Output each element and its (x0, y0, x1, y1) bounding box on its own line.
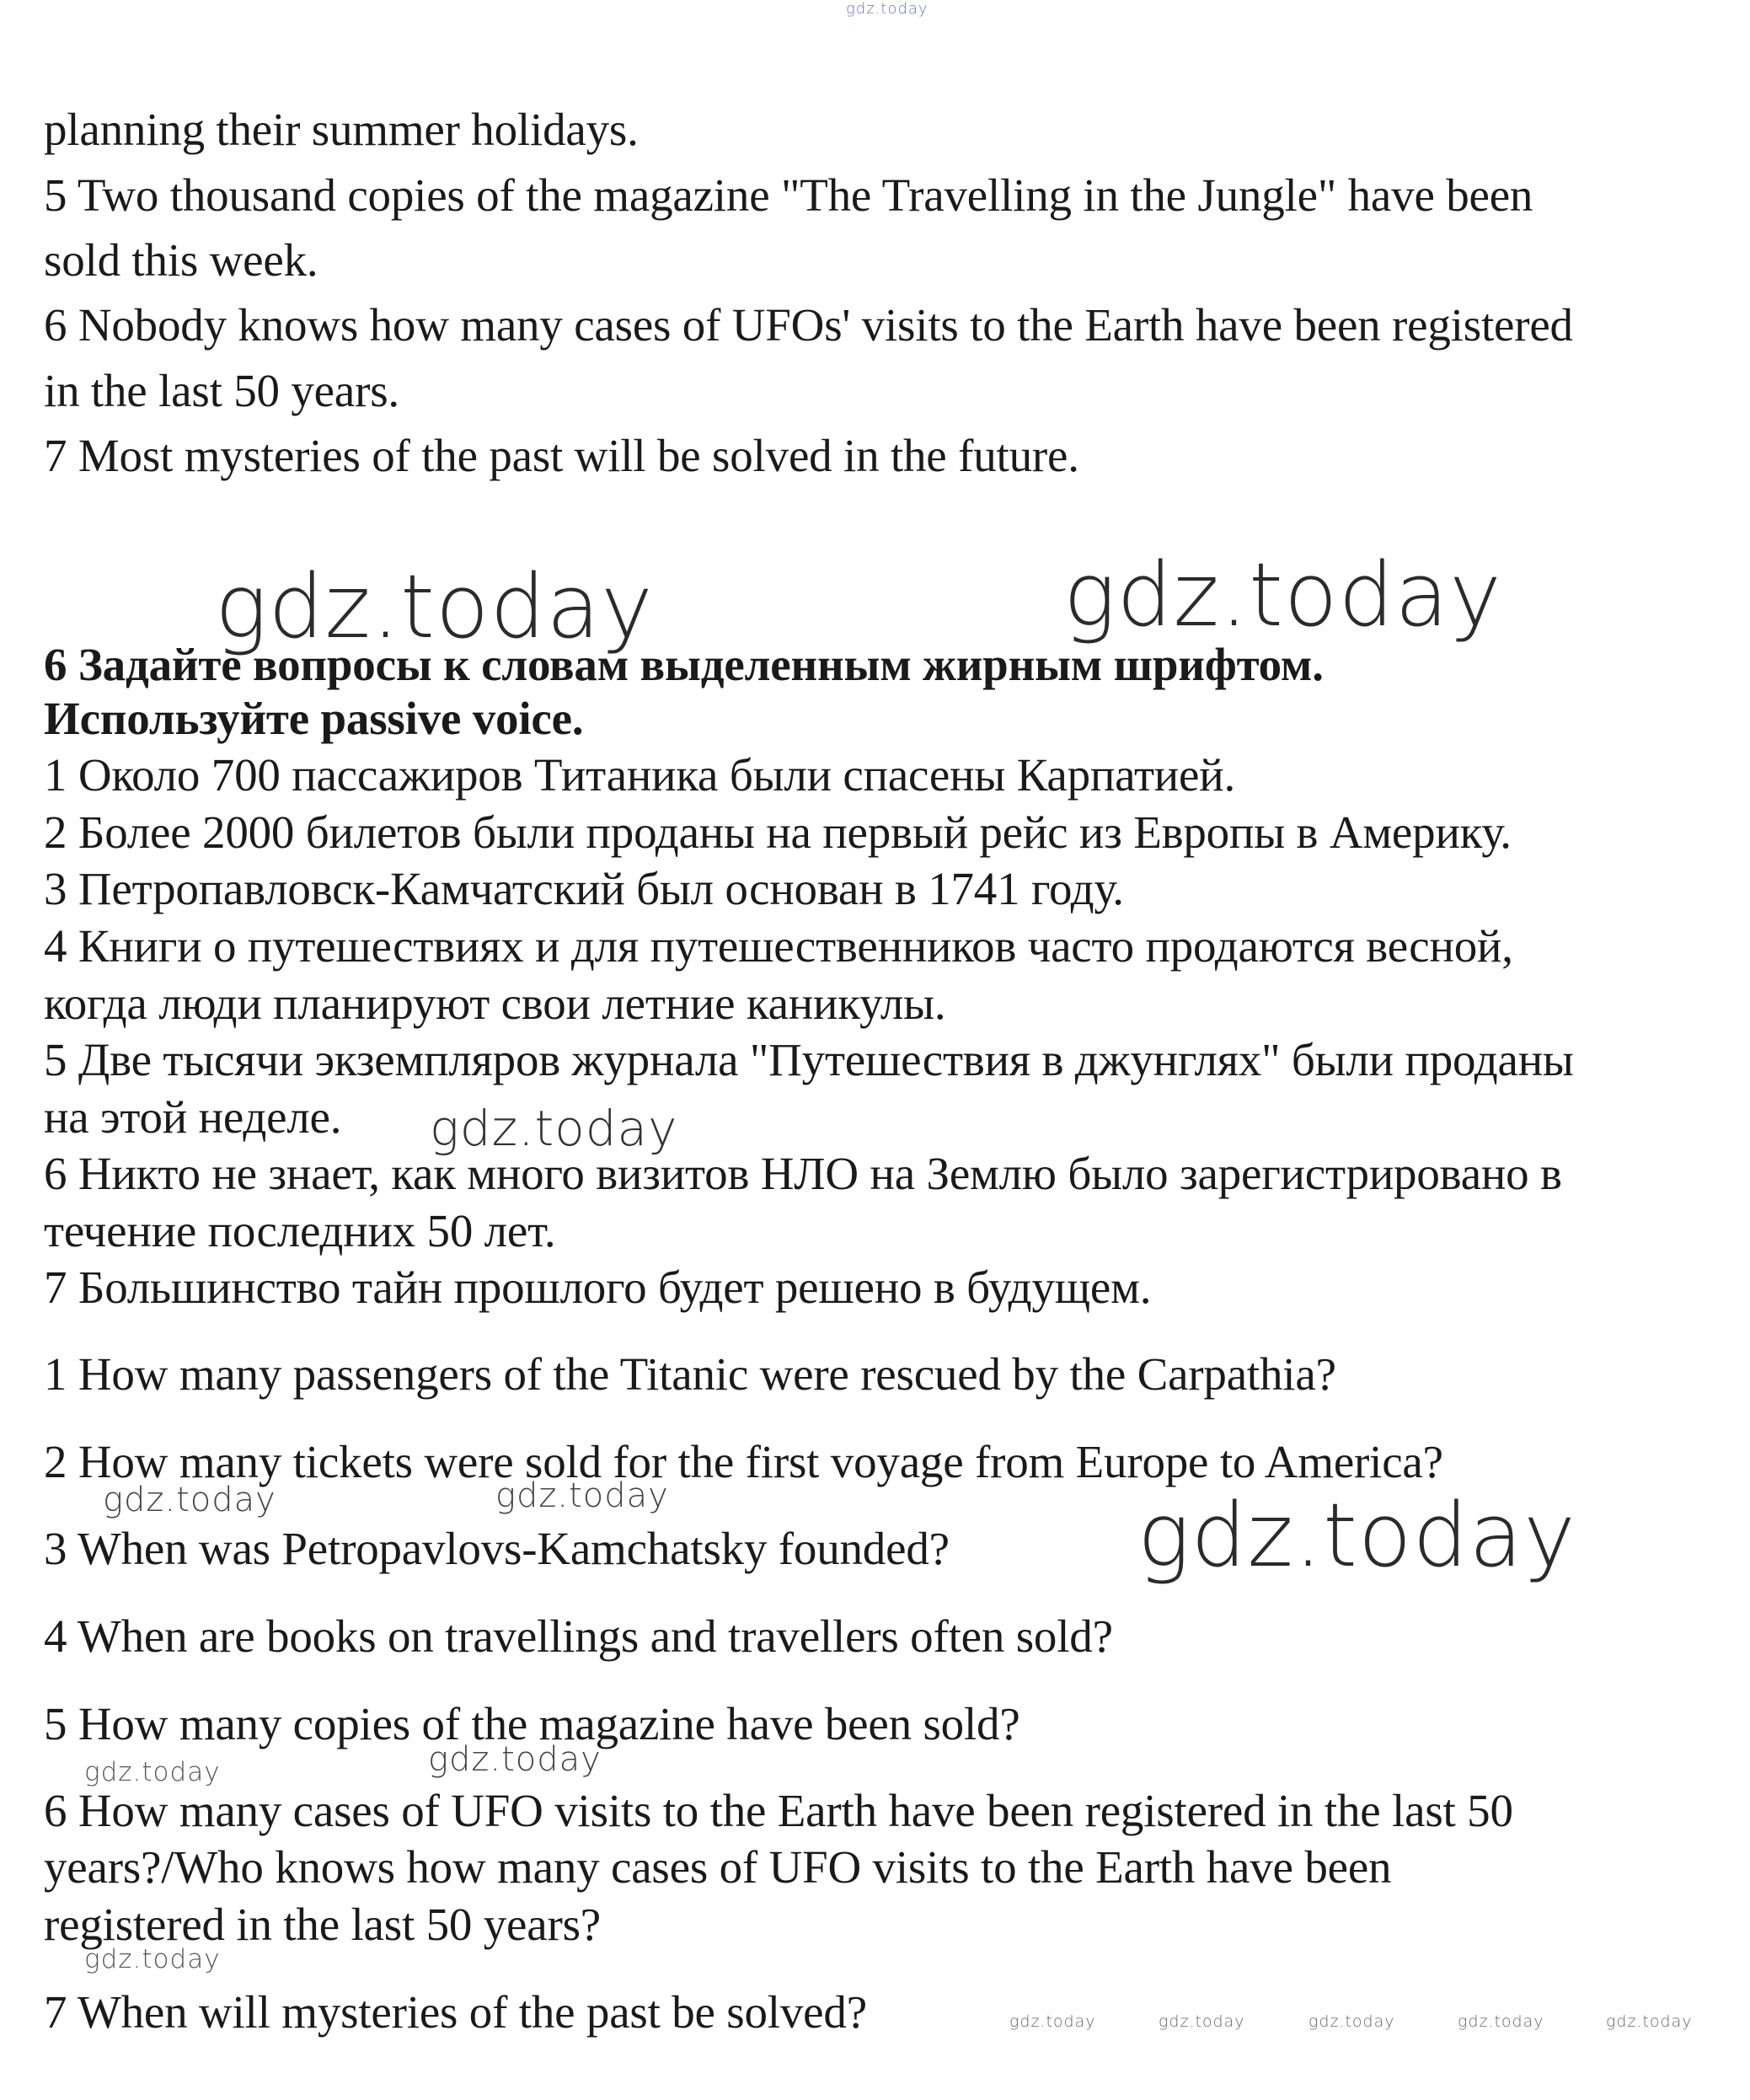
task-item-6: 6 Никто не знает, как много визитов НЛО на Землю было зарегистрировано в (44, 1148, 1562, 1199)
task-heading-line-1: 6 Задайте вопросы к словам выделенным жирным шрифтом. (44, 639, 1324, 690)
watermark-top: gdz.today (846, 0, 929, 18)
intro-line-3: sold this week. (44, 234, 318, 286)
watermark-large-answers: gdz.today (1137, 1484, 1576, 1587)
task-item-5: 5 Две тысячи экземпляров журнала "Путешествия в джунглях" были проданы (44, 1034, 1574, 1085)
answer-4: 4 When are books on travellings and travellers often sold? (44, 1610, 1113, 1662)
task-item-4: 4 Книги о путешествиях и для путешественников часто продаются весной, (44, 920, 1513, 972)
task-item-5-cont: на этой неделе. (44, 1091, 342, 1143)
watermark-large-left: gdz.today (215, 555, 654, 658)
watermark-mid-task: gdz.today (430, 1100, 678, 1157)
intro-line-5: in the last 50 years. (44, 365, 399, 416)
task-item-6-cont: течение последних 50 лет. (44, 1205, 556, 1256)
watermark-micro-4: gdz.today (1458, 2012, 1544, 2031)
watermark-micro-5: gdz.today (1606, 2012, 1693, 2031)
intro-line-2: 5 Two thousand copies of the magazine "The Travelling in the Jungle" have been (44, 169, 1533, 221)
task-heading-line-2: Используйте passive voice. (44, 693, 584, 744)
watermark-tiny-1: gdz.today (84, 1757, 221, 1787)
answer-1: 1 How many passengers of the Titanic were rescued by the Carpathia? (44, 1348, 1336, 1400)
watermark-small-3: gdz.today (428, 1740, 602, 1779)
watermark-micro-1: gdz.today (1009, 2012, 1096, 2031)
task-item-7: 7 Большинство тайн прошлого будет решено в будущем. (44, 1262, 1152, 1313)
task-item-1: 1 Около 700 пассажиров Титаника были спасены Карпатией. (44, 749, 1236, 801)
task-item-3: 3 Петропавловск-Камчатский был основан в 1741 году. (44, 863, 1124, 914)
answer-6-cont-2: registered in the last 50 years? (44, 1899, 601, 1950)
answer-6: 6 How many cases of UFO visits to the Earth have been registered in the last 50 (44, 1785, 1513, 1836)
answer-2: 2 How many tickets were sold for the first voyage from Europe to America? (44, 1436, 1443, 1487)
task-item-2: 2 Более 2000 билетов были проданы на первый рейс из Европы в Америку. (44, 806, 1512, 858)
answer-3: 3 When was Petropavlovs-Kamchatsky founded? (44, 1523, 950, 1574)
answer-7: 7 When will mysteries of the past be solved? (44, 1986, 867, 2038)
intro-line-4: 6 Nobody knows how many cases of UFOs' visits to the Earth have been registered (44, 299, 1573, 351)
watermark-micro-3: gdz.today (1308, 2012, 1395, 2031)
watermark-micro-2: gdz.today (1159, 2012, 1245, 2031)
answer-5: 5 How many copies of the magazine have been sold? (44, 1698, 1020, 1749)
watermark-tiny-2: gdz.today (84, 1944, 221, 1974)
task-item-4-cont: когда люди планируют свои летние каникулы. (44, 978, 946, 1029)
intro-line-6: 7 Most mysteries of the past will be solved in the future. (44, 430, 1079, 481)
watermark-small-1: gdz.today (103, 1481, 276, 1519)
watermark-small-2: gdz.today (495, 1476, 669, 1515)
watermark-large-right: gdz.today (1063, 544, 1502, 646)
answer-6-cont-1: years?/Who knows how many cases of UFO visits to the Earth have been (44, 1841, 1392, 1893)
intro-line-1: planning their summer holidays. (44, 104, 639, 155)
